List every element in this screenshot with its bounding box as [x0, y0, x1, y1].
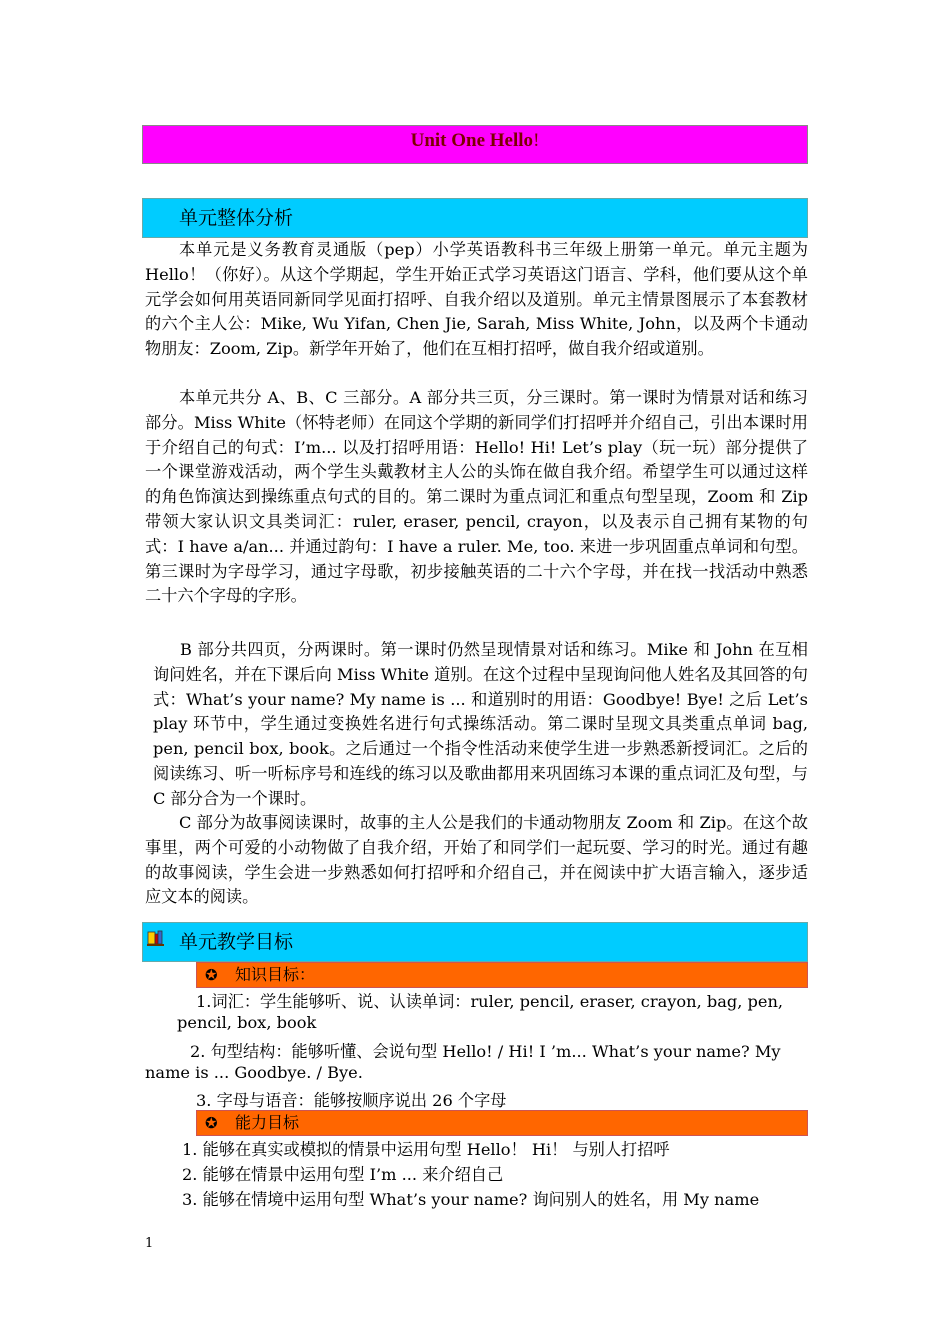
- unit-title: Unit One Hello: [410, 130, 534, 151]
- book-stack-icon: [147, 930, 165, 946]
- ability-goals-bar: [196, 1110, 808, 1136]
- page-number: 1: [145, 1236, 154, 1251]
- ability-item-3: 3. 能够在情境中运用句型 What’s your name? 询问别人的姓名，用 My name: [182, 1190, 760, 1209]
- knowledge-item-2-cont: name is ... Goodbye. / Bye.: [145, 1063, 363, 1082]
- star-circle-icon: ✪: [205, 966, 218, 984]
- knowledge-item-2: 2. 句型结构：能够听懂、会说句型 Hello! / Hi! I ’m... What’s your name? My: [190, 1042, 781, 1061]
- paragraph-intro: 本单元是义务教育灵通版（pep）小学英语教科书三年级上册第一单元。单元主题为 Hello！（你好）。从这个学期起，学生开始正式学习英语这门语言、学科，他们要从这个单元学会如何用英语同新同学见面打招呼、自我介绍以及道别。单元主情景图展示了本套教材的六个主人公：Mike, Wu Yifan, Chen Jie, Sarah, Miss White, John，以及两个卡通动物朋友：Zoom, Zip。新学年开始了，他们在互相打招呼，做自我介绍或道别。: [145, 240, 808, 359]
- section-analysis-heading: 单元整体分析: [179, 207, 294, 229]
- knowledge-goals-bar: [196, 962, 808, 988]
- paragraph-part-a: 本单元共分 A、B、C 三部分。A 部分共三页，分三课时。第一课时为情景对话和练习部分。Miss White（怀特老师）在同这个学期的新同学们打招呼并介绍自己，引出本课时用于介绍自己的句式：I’m... 以及打招呼用语：Hello! Hi! Let’s play（玩一玩）部分提供了一个课堂游戏活动，两个学生头戴教材主人公的头饰在做自我介绍。希望学生可以通过这样的角色饰演达到操练重点句式的目的。第二课时为重点词汇和重点句型呈现，Zoom 和 Zip 带领大家认识文具类词汇：ruler, eraser, pencil, crayon，以及表示自己拥有某物的句式：I have a/an... 并通过韵句：I have a ruler. Me, too. 来进一步巩固重点单词和句型。第三课时为字母学习，通过字母歌，初步接触英语的二十六个字母，并在找一找活动中熟悉二十六个字母的字形。: [145, 388, 808, 606]
- paragraph-part-b: B 部分共四页，分两课时。第一课时仍然呈现情景对话和练习。Mike 和 John 在互相询问姓名，并在下课后向 Miss White 道别。在这个过程中呈现询问他人姓名及其回答的句式：What’s your name? My name is ... 和道别时的用语：Goodbye! Bye! 之后 Let’s play 环节中，学生通过变换姓名进行句式操练活动。第二课时呈现文具类重点单词 bag, pen, pencil box, book。之后通过一个指令性活动来使学生进一步熟悉新授词汇。之后的阅读练习、听一听标序号和连线的练习以及歌曲都用来巩固练习本课的重点词汇及句型，与 C 部分合为一个课时。: [153, 640, 808, 808]
- star-circle-icon: ✪: [205, 1114, 218, 1132]
- ability-item-1: 1. 能够在真实或模拟的情景中运用句型 Hello！ Hi！ 与别人打招呼: [182, 1140, 670, 1159]
- paragraph-part-c: C 部分为故事阅读课时，故事的主人公是我们的卡通动物朋友 Zoom 和 Zip。在这个故事里，两个可爱的小动物做了自我介绍，开始了和同学们一起玩耍、学习的时光。通过有趣的故事阅读，学生会进一步熟悉如何打招呼和介绍自己，并在阅读中扩大语言输入，逐步适应文本的阅读。: [145, 813, 808, 907]
- section-analysis-bar: [142, 198, 808, 238]
- ability-goals-heading: 能力目标: [235, 1113, 300, 1132]
- knowledge-item-1-cont: pencil, box, book: [177, 1013, 317, 1032]
- section-objectives-bar: [142, 922, 808, 962]
- knowledge-goals-heading: 知识目标：: [235, 965, 316, 984]
- ability-item-2: 2. 能够在情景中运用句型 I’m ... 来介绍自己: [182, 1165, 504, 1184]
- unit-title-suffix: !: [533, 130, 540, 151]
- unit-title-bar: [142, 125, 808, 164]
- knowledge-item-3: 3. 字母与语音：能够按顺序说出 26 个字母: [196, 1091, 507, 1110]
- knowledge-item-1: 1.词汇：学生能够听、说、认读单词：ruler, pencil, eraser, crayon, bag, pen,: [196, 992, 784, 1011]
- section-objectives-heading: 单元教学目标: [179, 931, 294, 953]
